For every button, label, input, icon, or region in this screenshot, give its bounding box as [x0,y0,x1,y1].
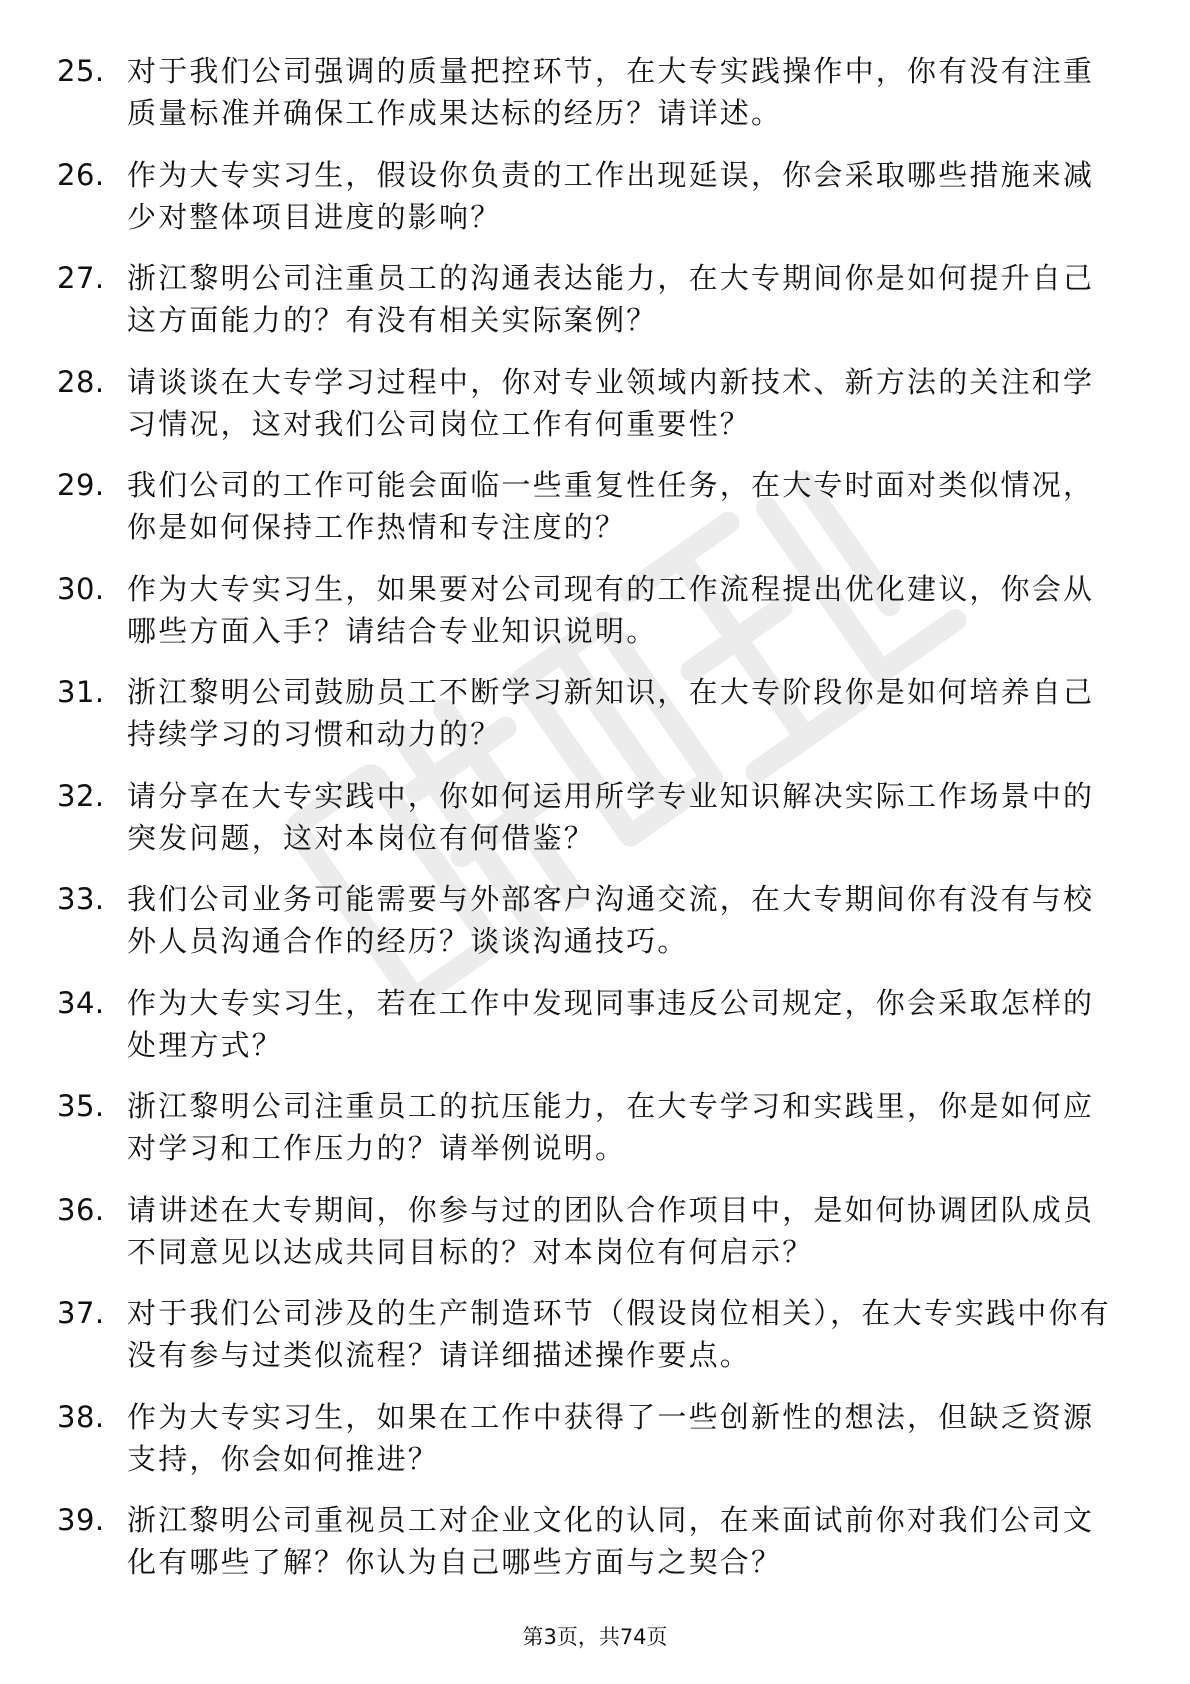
question-number: 38. [57,1399,105,1434]
question-text: 作为大专实习生，如果在工作中获得了一些创新性的想法，但缺乏资源支持，你会如何推进？ [127,1399,1095,1476]
question-number: 29. [57,468,105,502]
question-number: 25. [57,54,105,88]
question-text: 浙江黎明公司重视员工对企业文化的认同，在来面试前你对我们公司文化有哪些了解？你认为自己哪些方面与之契合？ [127,1503,1095,1579]
page-footer [0,1622,1190,1652]
question-item [0,671,1190,775]
question-number: 35. [57,1089,105,1123]
question-item [0,775,1190,879]
question-number: 26. [57,157,105,192]
question-item [0,878,1190,982]
question-number: 37. [57,1296,105,1330]
question-number: 33. [57,882,105,916]
question-number: 31. [57,675,105,709]
question-item [0,982,1190,1086]
question-list [0,50,1190,1603]
question-text: 作为大专实习生，假设你负责的工作出现延误，你会采取哪些措施来减少对整体项目进度的影响？ [127,157,1095,234]
question-text: 我们公司业务可能需要与外部客户沟通交流，在大专期间你有没有与校外人员沟通合作的经历？谈谈沟通技巧。 [127,882,1095,958]
question-item [0,1499,1190,1603]
question-text: 浙江黎明公司鼓励员工不断学习新知识，在大专阶段你是如何培养自己持续学习的习惯和动力的？ [127,675,1095,751]
question-item [0,1292,1190,1396]
question-item [0,568,1190,672]
question-item [0,257,1190,361]
question-text: 浙江黎明公司注重员工的沟通表达能力，在大专期间你是如何提升自己这方面能力的？有没有相关实际案例？ [127,261,1095,337]
question-text: 请分享在大专实践中，你如何运用所学专业知识解决实际工作场景中的突发问题，这对本岗位有何借鉴？ [127,778,1095,855]
question-text: 请谈谈在大专学习过程中，你对专业领域内新技术、新方法的关注和学习情况，这对我们公司岗位工作有何重要性？ [127,364,1095,441]
question-text: 浙江黎明公司注重员工的抗压能力，在大专学习和实践里，你是如何应对学习和工作压力的？请举例说明。 [127,1089,1095,1165]
question-text: 对于我们公司涉及的生产制造环节（假设岗位相关），在大专实践中你有没有参与过类似流程？请详细描述操作要点。 [127,1296,1111,1372]
question-number: 32. [57,778,105,813]
question-item [0,361,1190,465]
question-item [0,464,1190,568]
question-item [0,154,1190,258]
question-number: 27. [57,261,105,295]
question-text: 作为大专实习生，如果要对公司现有的工作流程提出优化建议，你会从哪些方面入手？请结合专业知识说明。 [127,571,1095,648]
question-number: 36. [57,1192,105,1227]
question-text: 请讲述在大专期间，你参与过的团队合作项目中，是如何协调团队成员不同意见以达成共同目标的？对本岗位有何启示？ [127,1192,1095,1269]
question-item [0,50,1190,154]
question-number: 28. [57,364,105,399]
question-text: 对于我们公司强调的质量把控环节，在大专实践操作中，你有没有注重质量标准并确保工作成果达标的经历？请详述。 [127,54,1095,130]
question-number: 39. [57,1503,105,1537]
question-item [0,1396,1190,1500]
question-number: 34. [57,985,105,1020]
page-number-label: 第3页，共74页 [522,1625,668,1649]
question-text: 作为大专实习生，若在工作中发现同事违反公司规定，你会采取怎样的处理方式？ [127,985,1095,1062]
question-text: 我们公司的工作可能会面临一些重复性任务，在大专时面对类似情况，你是如何保持工作热情和专注度的？ [127,468,1095,544]
question-item [0,1189,1190,1293]
question-number: 30. [57,571,105,606]
question-item [0,1085,1190,1189]
